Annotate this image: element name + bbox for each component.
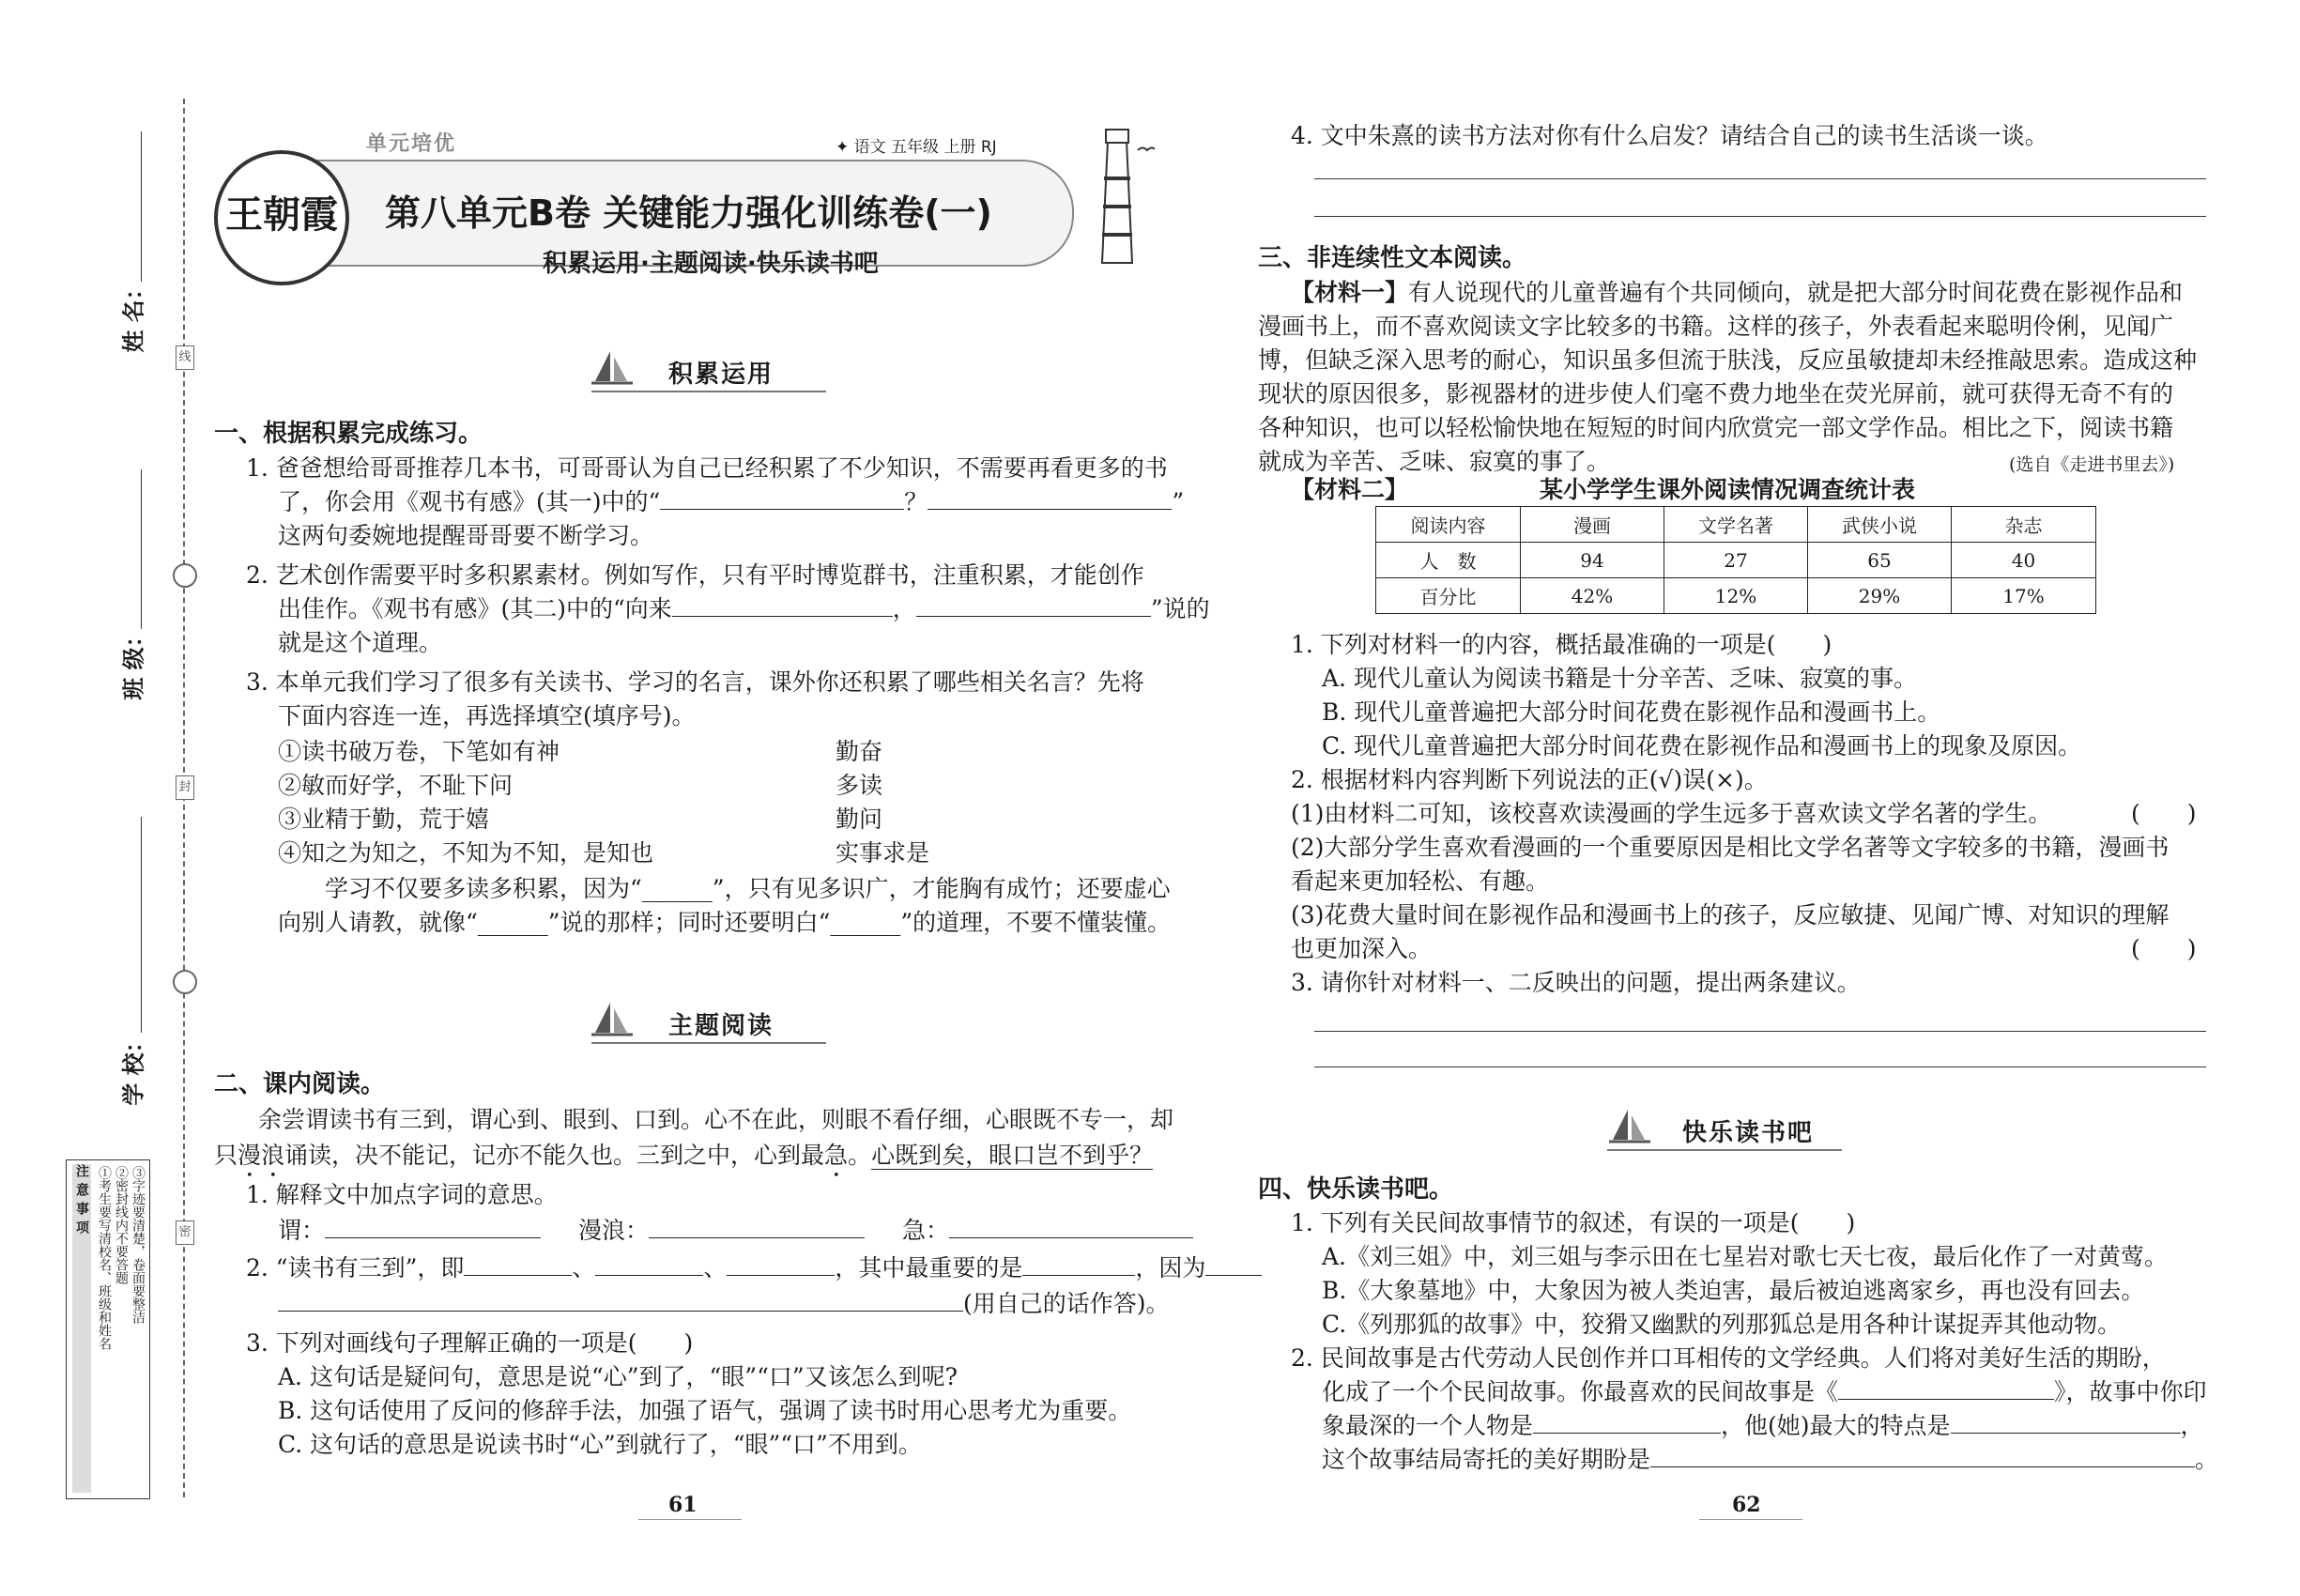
- passage-2e: 。: [848, 1142, 872, 1169]
- match-right-3[interactable]: 勤问: [836, 806, 883, 833]
- m2-label: 【材料二】: [1291, 476, 1409, 503]
- q1-2-pre: 出佳作。《观书有感》(其二)中的“向来: [278, 595, 672, 622]
- q3-3-answer-line-1[interactable]: [1314, 1031, 2206, 1032]
- q3-1: 1. 下列对材料一的内容，概括最准确的一项是( ): [1291, 631, 1832, 658]
- q2-2-line-a: [246, 1252, 1262, 1284]
- q2-1-answers: [278, 1215, 1193, 1247]
- q3-2-2-line-a: (2)大部分学生喜欢看漫画的一个重要原因是相比文学名著等文字较多的书籍，漫画书: [1291, 834, 2170, 861]
- page-title: 第八单元B卷 关键能力强化训练卷(一): [385, 192, 992, 234]
- q4-2-line-a: 2. 民间故事是古代劳动人民创作并口耳相传的文学经典。人们将对美好生活的期盼，: [1291, 1344, 2166, 1372]
- table-cell: 17%: [1952, 578, 2096, 614]
- sailboat-icon: [590, 349, 635, 391]
- q2-2-blank-5[interactable]: [1205, 1254, 1262, 1276]
- table-cell: 百分比: [1376, 578, 1521, 614]
- q1-2-blank-1[interactable]: [672, 595, 893, 617]
- q4-title: 四、快乐读书吧。: [1258, 1175, 1454, 1204]
- q3-3: 3. 请你针对材料一、二反映出的问题，提出两条建议。: [1291, 969, 1861, 996]
- q1-3-line-d: 向别人请教，就像“______”说的那样；同时还要明白“______”的道理，不要不懂装懂。: [278, 909, 1172, 936]
- passage-underlined-sentence: 心既到矣，眼口岂不到乎？: [871, 1142, 1154, 1169]
- table-row: [1376, 543, 2096, 578]
- q2-1: 1. 解释文中加点字词的意思。: [246, 1181, 558, 1208]
- q1-1-blank-2[interactable]: [928, 488, 1172, 510]
- table-cell: 12%: [1664, 578, 1808, 614]
- q2-3: 3. 下列对画线句子理解正确的一项是( ): [246, 1329, 694, 1357]
- q1-2-line-c: 就是这个道理。: [278, 629, 443, 656]
- binding-hole-top: [173, 563, 197, 588]
- m1-label: 【材料一】: [1291, 279, 1409, 306]
- q2-2-hint: (用自己的话作答)。: [963, 1290, 1170, 1317]
- table-header-cell: 武侠小说: [1808, 507, 1952, 543]
- q2-2-sep1: 、: [572, 1254, 596, 1281]
- q1-2-line-a: 2. 艺术创作需要平时多积累素材。例如写作，只有平时博览群书，注重积累，才能创作: [246, 561, 1144, 589]
- sailboat-icon: [590, 1001, 635, 1042]
- q4-2-c-mid: ，他(她)最大的特点是: [1721, 1412, 1951, 1439]
- grade-meta: ✦ 语文 五年级 上册 RJ: [836, 138, 997, 157]
- table-row: [1376, 578, 2096, 614]
- q2-1-ji-label: 急：: [902, 1217, 950, 1244]
- q4-2-hope-blank[interactable]: [1650, 1446, 2195, 1467]
- notes-title: 注意事项: [72, 1164, 91, 1493]
- school-label: 学 校：: [120, 1030, 147, 1106]
- passage-2c: 诵读，决不能记，记亦不能久也。三到之中，心到最: [284, 1142, 825, 1169]
- match-left-1[interactable]: ①读书破万卷，下笔如有神: [278, 738, 560, 765]
- section-head-happy-reading: 快乐读书吧: [1682, 1119, 1815, 1147]
- q2-1-wei-blank[interactable]: [325, 1217, 541, 1238]
- q2-2-end: ，因为: [1135, 1254, 1206, 1281]
- binding-hole-bottom: [173, 970, 197, 994]
- q2-2-blank-4[interactable]: [1022, 1254, 1135, 1276]
- q2-2-answer-blank[interactable]: [278, 1290, 963, 1312]
- section-underline: [591, 1042, 826, 1044]
- table-header-cell: 漫画: [1521, 507, 1664, 543]
- m1-source: (选自《走进书里去》): [2009, 454, 2175, 475]
- brand-logo: [214, 150, 349, 285]
- q3-2-3-answer[interactable]: ( ): [2131, 935, 2197, 962]
- section-head-theme: 主题阅读: [668, 1012, 774, 1040]
- match-left-3[interactable]: ③业精于勤，荒于嬉: [278, 806, 490, 833]
- q1-3-line-a: 3. 本单元我们学习了很多有关读书、学习的名言，课外你还积累了哪些相关名言？先将: [246, 668, 1144, 696]
- q2-2-line-b: [278, 1288, 1170, 1320]
- q2-4-answer-line-2[interactable]: [1314, 216, 2206, 217]
- q2-1-ji-blank[interactable]: [949, 1217, 1193, 1238]
- class-label: 班 级：: [120, 624, 147, 700]
- note-1: ①考生要写清校名、班级和姓名: [97, 1166, 112, 1350]
- section-underline: [1607, 1149, 1842, 1151]
- q4-2-story-blank[interactable]: [1838, 1378, 2054, 1400]
- q1-1-pre: 了，你会用《观书有感》(其一)中的“: [278, 488, 661, 515]
- q2-3-option-b[interactable]: B. 这句话使用了反问的修辞手法，加强了语气，强调了读书时用心思考尤为重要。: [278, 1397, 1132, 1424]
- table-cell: 94: [1521, 543, 1664, 578]
- q1-1-line-a: 1. 爸爸想给哥哥推荐几本书，可哥哥认为自己已经积累了不少知识，不需要再看更多的书: [246, 454, 1168, 482]
- table-header-cell: 文学名著: [1664, 507, 1808, 543]
- q2-2-pre: 2. “读书有三到”，即: [246, 1254, 465, 1281]
- match-right-1[interactable]: 勤奋: [836, 738, 883, 765]
- passage-dot-ji: 急: [824, 1142, 849, 1169]
- table-cell: 人 数: [1376, 543, 1521, 578]
- q2-1-wei-label: 谓：: [278, 1217, 326, 1244]
- q4-2-c-end: ，: [2180, 1412, 2204, 1439]
- q4-2-d-pre: 这个故事结局寄托的美好期盼是: [1322, 1446, 1651, 1473]
- q1-title: 一、根据积累完成练习。: [214, 420, 483, 448]
- passage-line-1: 余尝谓读书有三到，谓心到、眼到、口到。心不在此，则眼不看仔细，心眼既不专一，却: [258, 1106, 1174, 1133]
- q2-4: 4. 文中朱熹的读书方法对你有什么启发？请结合自己的读书生活谈一谈。: [1291, 122, 2048, 149]
- q3-1-option-a[interactable]: A. 现代儿童认为阅读书籍是十分辛苦、乏味、寂寞的事。: [1322, 665, 1917, 692]
- q1-3-line-b: 下面内容连一连，再选择填空(填序号)。: [278, 702, 696, 729]
- tag-xian: 线: [176, 345, 194, 370]
- q2-2-blank-1[interactable]: [464, 1254, 572, 1276]
- q1-1-line-c: 这两句委婉地提醒哥哥要不断学习。: [278, 522, 654, 549]
- page-number-decoration: [638, 1519, 742, 1520]
- table-cell: 29%: [1808, 578, 1952, 614]
- q2-2-blank-3[interactable]: [727, 1254, 835, 1276]
- q4-1-option-c[interactable]: C.《列那狐的故事》中，狡猾又幽默的列那狐总是用各种计谋捉弄其他动物。: [1322, 1311, 2122, 1338]
- name-label: 姓 名：: [120, 277, 147, 353]
- page-number-right: 62: [1732, 1493, 1761, 1517]
- q2-4-answer-line-1[interactable]: [1314, 178, 2206, 179]
- q3-2-1-answer[interactable]: ( ): [2131, 800, 2197, 827]
- m1-text-1: 有人说现代的儿童普遍有个共同倾向，就是把大部分时间花费在影视作品和: [1408, 279, 2184, 306]
- page-subtitle: 积累运用·主题阅读·快乐读书吧: [543, 250, 879, 278]
- q4-2-c-pre: 象最深的一个人物是: [1322, 1412, 1534, 1439]
- q3-title: 三、非连续性文本阅读。: [1258, 244, 1527, 272]
- q1-1-mid: ？: [904, 488, 928, 515]
- q1-2-blank-2[interactable]: [916, 595, 1151, 617]
- m1-line-5: 各种知识，也可以轻松愉快地在短短的时间内欣赏完一部文学作品。相比之下，阅读书籍: [1258, 414, 2174, 441]
- q3-2: 2. 根据材料内容判断下列说法的正(√)误(×)。: [1291, 766, 1768, 793]
- q2-3-option-c[interactable]: C. 这句话的意思是说读书时“心”到就行了，“眼”“口”不用到。: [278, 1431, 922, 1458]
- page-number-left: 61: [668, 1493, 698, 1517]
- q4-2-d-end: 。: [2195, 1446, 2219, 1473]
- q2-title: 二、课内阅读。: [214, 1070, 386, 1098]
- m1-line-1: [1291, 277, 2183, 309]
- q4-2-b-end: 》，故事中你印: [2054, 1378, 2207, 1405]
- section-head-accumulate: 积累运用: [668, 361, 774, 389]
- reading-stats-table: [1375, 506, 2096, 614]
- passage-dot-manlang: 漫浪: [238, 1142, 285, 1169]
- class-field[interactable]: [141, 469, 142, 629]
- q4-2-b-pre: 化成了一个个民间故事。你最喜欢的民间故事是《: [1322, 1378, 1839, 1405]
- q3-2-1: (1)由材料二可知，该校喜欢读漫画的学生远多于喜欢读文学名著的学生。: [1291, 800, 2052, 827]
- q1-3-line-c: 学习不仅要多读多积累，因为“______”，只有见多识广，才能胸有成竹；还要虚心: [325, 875, 1171, 902]
- q2-3-option-a[interactable]: A. 这句话是疑问句，意思是说“心”到了，“眼”“口”又该怎么到呢?: [278, 1363, 958, 1390]
- note-3: ③字迹要清楚，卷面要整洁: [130, 1166, 146, 1324]
- q4-2-line-c: [1322, 1410, 2204, 1442]
- q1-2-end: ”说的: [1150, 595, 1210, 622]
- name-field[interactable]: [141, 131, 142, 282]
- table-cell: 42%: [1521, 578, 1664, 614]
- q3-1-option-c[interactable]: C. 现代儿童普遍把大部分时间花费在影视作品和漫画书上的现象及原因。: [1322, 732, 2082, 760]
- q3-1-option-b[interactable]: B. 现代儿童普遍把大部分时间花费在影视作品和漫画书上。: [1322, 698, 1941, 726]
- table-cell: 27: [1664, 543, 1808, 578]
- q2-1-manlang-blank[interactable]: [649, 1217, 865, 1238]
- m1-line-2: 漫画书上，而不喜欢阅读文字比较多的书籍。这样的孩子，外表看起来聪明伶俐，见闻广: [1258, 313, 2174, 340]
- m2-title: 某小学学生课外阅读情况调查统计表: [1540, 476, 1916, 503]
- match-right-2[interactable]: 多读: [836, 772, 883, 799]
- table-cell: 40: [1952, 543, 2096, 578]
- q3-2-2-line-b: 看起来更加轻松、有趣。: [1291, 867, 1550, 895]
- match-left-4[interactable]: ④知之为知之，不知为不知，是知也: [278, 839, 654, 867]
- m1-line-6: 就成为辛苦、乏味、寂寞的事了。: [1258, 448, 1611, 475]
- q4-2-line-b: [1322, 1376, 2207, 1408]
- q4-1-option-a[interactable]: A.《刘三姐》中，刘三姐与李示田在七星岩对歌七天七夜，最后化作了一对黄莺。: [1322, 1243, 2169, 1270]
- q2-2-sep2: 、: [703, 1254, 728, 1281]
- school-field[interactable]: [141, 817, 142, 1033]
- m1-line-4: 现状的原因很多，影视器材的进步使人们毫不费力地坐在荧光屏前，就可获得无奇不有的: [1258, 380, 2174, 407]
- q1-2-line-b: [278, 593, 1210, 625]
- unit-tag: 单元培优: [366, 132, 457, 156]
- q1-1-line-b: [278, 486, 1184, 518]
- q4-1-option-b[interactable]: B.《大象墓地》中，大象因为被人类迫害，最后被迫逃离家乡，再也没有回去。: [1322, 1277, 2145, 1304]
- tag-feng: 封: [176, 775, 194, 800]
- logo-text: 王朝霞: [225, 192, 338, 237]
- match-right-4[interactable]: 实事求是: [836, 839, 930, 867]
- passage-2a: 只: [214, 1142, 238, 1169]
- section-underline: [591, 391, 826, 392]
- note-2: ②密封线内不要答题: [114, 1166, 129, 1284]
- q1-2-mid: ，: [892, 595, 916, 622]
- table-header-cell: 杂志: [1952, 507, 2096, 543]
- q4-2-character-blank[interactable]: [1533, 1412, 1721, 1434]
- q4-2-trait-blank[interactable]: [1951, 1412, 2181, 1434]
- q1-1-blank-1[interactable]: [660, 488, 904, 510]
- tag-mi: 密: [176, 1220, 194, 1245]
- q4-1: 1. 下列有关民间故事情节的叙述，有误的一项是( ): [1291, 1209, 1856, 1236]
- table-header-row: [1376, 507, 2096, 543]
- q2-2-mid: ，其中最重要的是: [835, 1254, 1023, 1281]
- table-cell: 65: [1808, 543, 1952, 578]
- notes-box: [66, 1159, 150, 1499]
- page-number-decoration: [1699, 1519, 1802, 1520]
- q4-2-line-d: [1322, 1444, 2218, 1476]
- match-left-2[interactable]: ②敏而好学，不耻下问: [278, 772, 514, 799]
- q3-2-3-line-b: 也更加深入。: [1291, 935, 1433, 962]
- q2-2-blank-2[interactable]: [595, 1254, 703, 1276]
- sailboat-icon: [1607, 1108, 1652, 1149]
- passage-line-2: [214, 1140, 1153, 1183]
- m1-line-3: 博，但缺乏深入思考的耐心，知识虽多但流于肤浅，反应虽敏捷却未经推敲思索。造成这种: [1258, 346, 2198, 374]
- table-header-cell: 阅读内容: [1376, 507, 1521, 543]
- q1-1-end: ”: [1172, 488, 1185, 515]
- q2-1-manlang-label: 漫浪：: [578, 1217, 650, 1244]
- q3-2-3-line-a: (3)花费大量时间在影视作品和漫画书上的孩子，反应敏捷、见闻广博、对知识的理解: [1291, 901, 2170, 928]
- lighthouse-icon: [1080, 122, 1155, 272]
